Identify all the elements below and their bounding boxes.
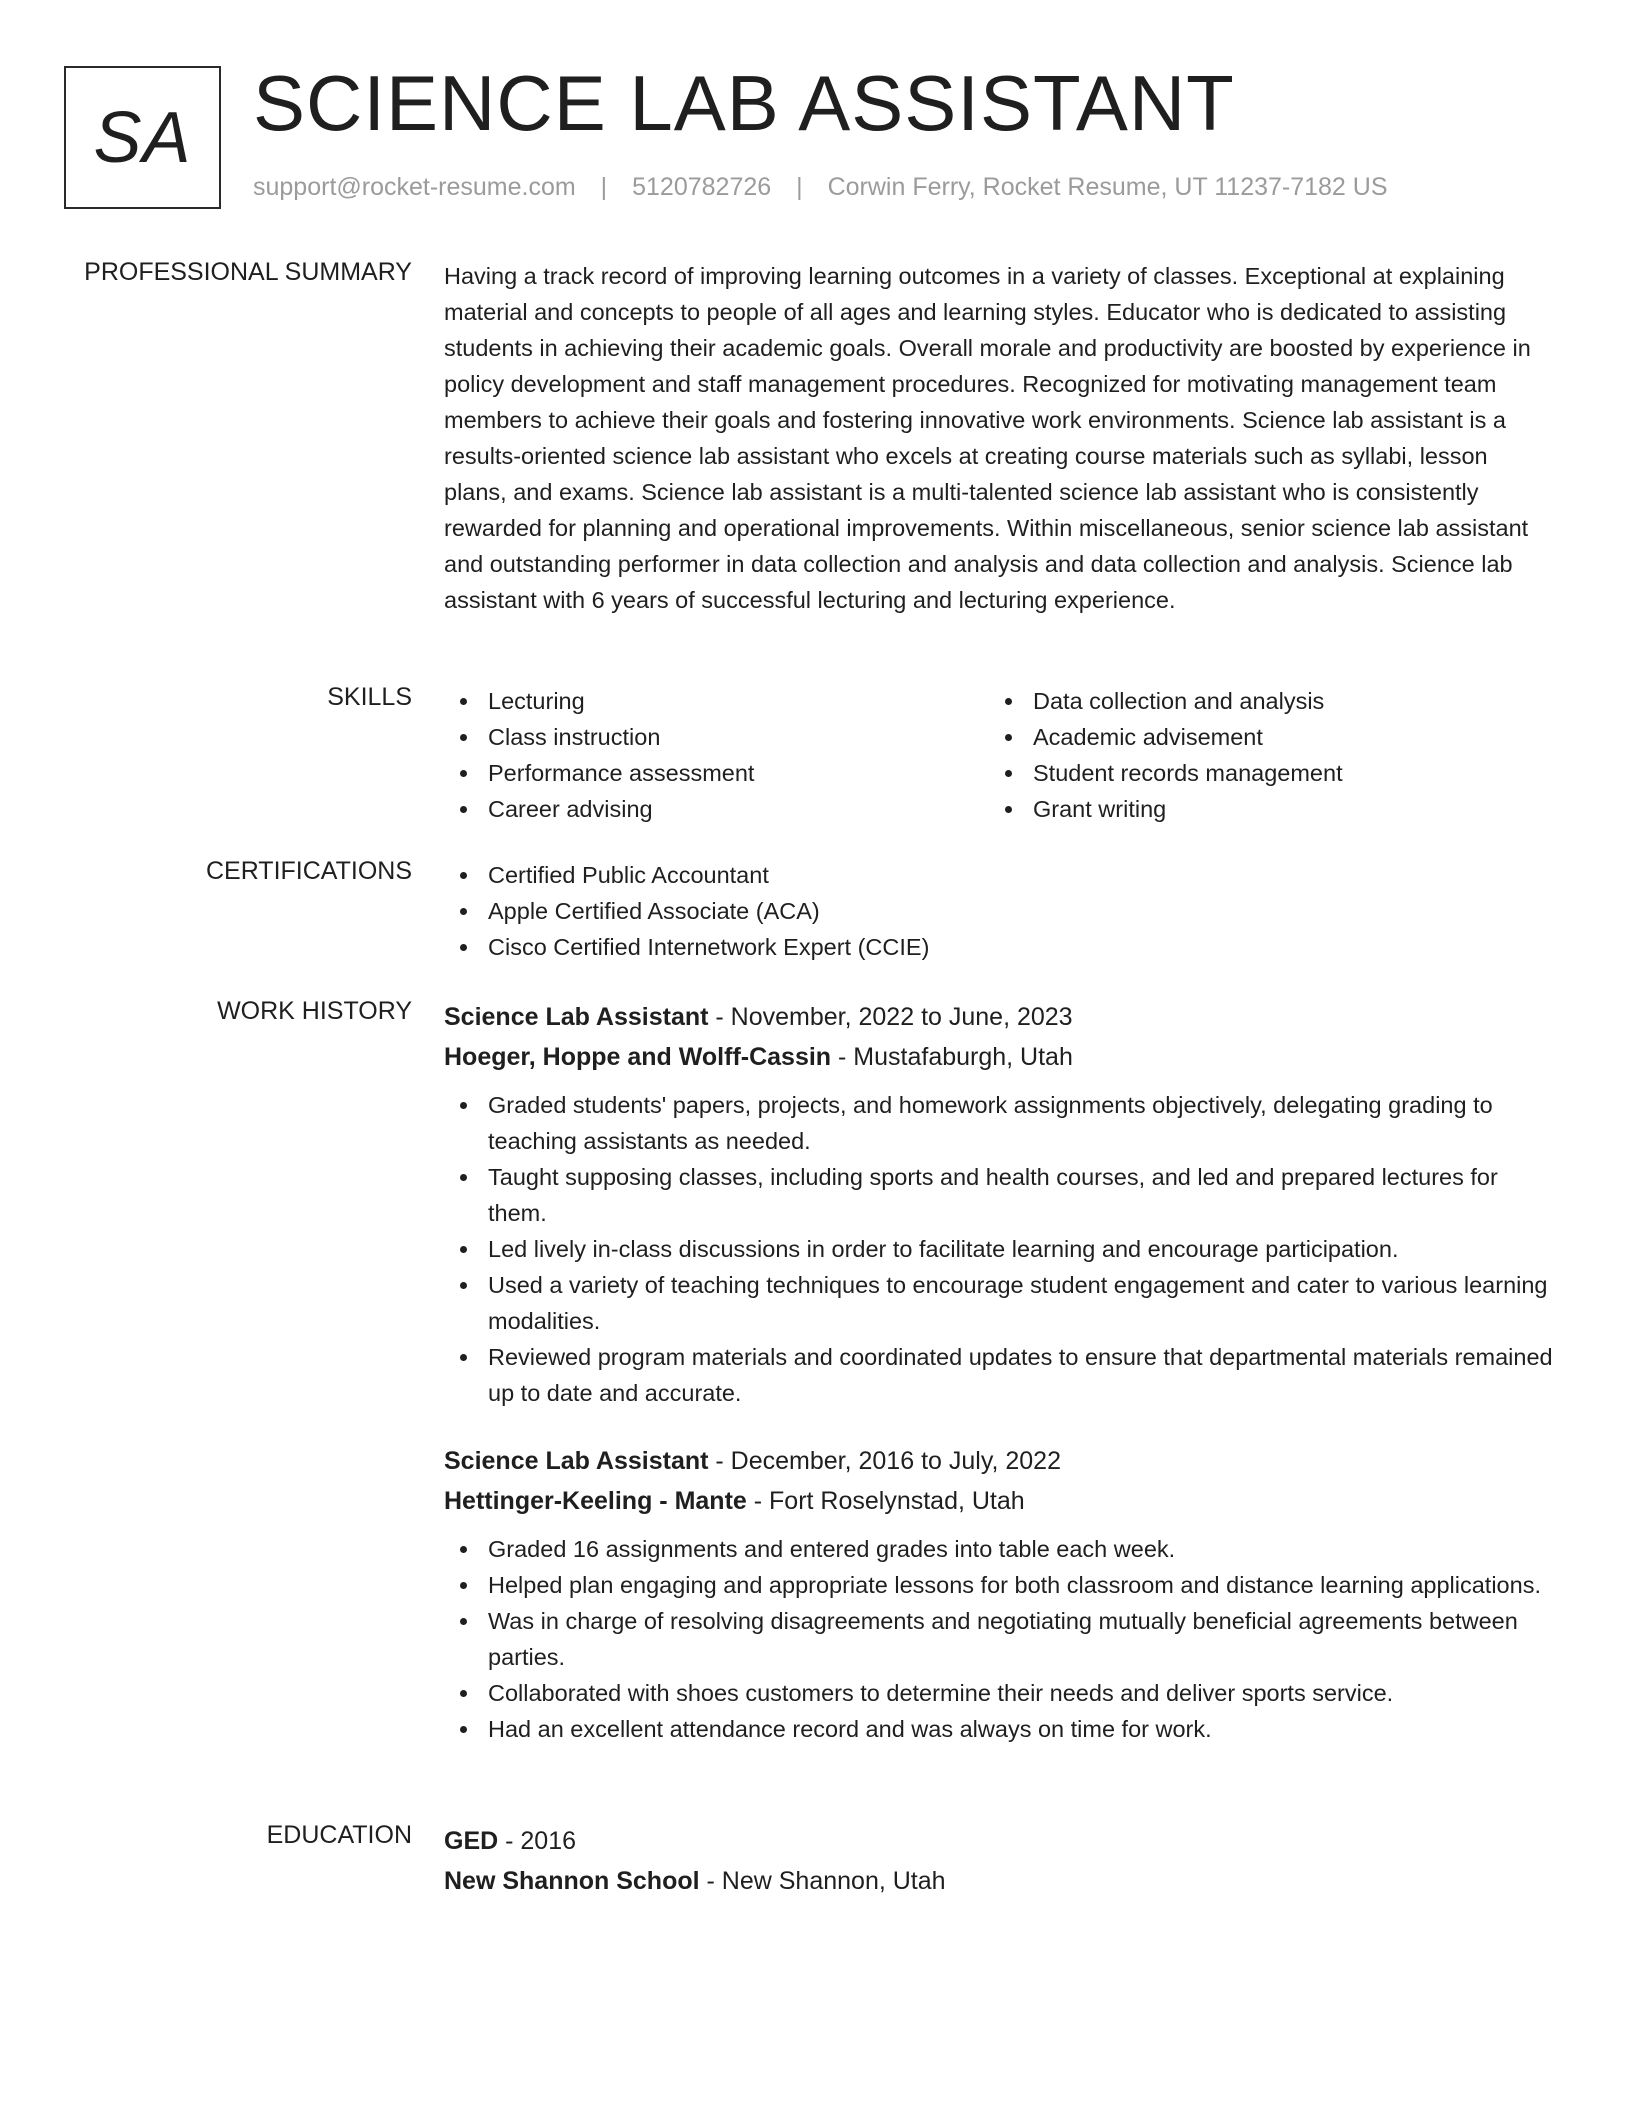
section-label-education: EDUCATION [266, 1821, 412, 1849]
list-item: Cisco Certified Internetwork Expert (CCIE) [444, 929, 1554, 965]
job-entry [444, 997, 1554, 1411]
list-item: Data collection and analysis [989, 683, 1534, 719]
monogram-logo: SA [64, 66, 221, 209]
job-entry [444, 1441, 1554, 1747]
job-duties-list [444, 1531, 1554, 1747]
job-company-line [444, 1481, 1554, 1521]
education-year: - 2016 [498, 1827, 577, 1855]
education-degree-line [444, 1821, 1554, 1861]
job-company: Hoeger, Hoppe and Wolff-Cassin [444, 1043, 832, 1071]
list-item: Performance assessment [444, 755, 989, 791]
list-item: Certified Public Accountant [444, 857, 1554, 893]
resume-title: SCIENCE LAB ASSISTANT [253, 59, 1235, 147]
job-dates: - November, 2022 to June, 2023 [708, 1003, 1073, 1031]
list-item: Academic advisement [989, 719, 1534, 755]
education-school-line [444, 1861, 1554, 1901]
list-item: Class instruction [444, 719, 989, 755]
job-location: - Mustafaburgh, Utah [831, 1043, 1073, 1071]
contact-separator: | [796, 173, 803, 201]
job-dates: - December, 2016 to July, 2022 [708, 1447, 1061, 1475]
contact-address: Corwin Ferry, Rocket Resume, UT 11237-7182 US [827, 173, 1388, 201]
list-item: Helped plan engaging and appropriate lessons for both classroom and distance learning applications. [444, 1567, 1554, 1603]
section-label-skills: SKILLS [327, 683, 412, 711]
contact-separator: | [600, 173, 608, 201]
list-item: Led lively in-class discussions in order to facilitate learning and encourage participation. [444, 1231, 1554, 1267]
section-label-work-history: WORK HISTORY [217, 997, 412, 1025]
education-degree: GED [444, 1827, 499, 1855]
job-company: Hettinger-Keeling - Mante [444, 1487, 747, 1515]
list-item: Student records management [989, 755, 1534, 791]
contact-email[interactable]: support@rocket-resume.com [253, 173, 576, 201]
list-item: Graded students' papers, projects, and homework assignments objectively, delegating grading to teaching assistants as needed. [444, 1087, 1554, 1159]
job-title: Science Lab Assistant [444, 1003, 709, 1031]
work-history-body [444, 997, 1554, 1777]
list-item: Had an excellent attendance record and was always on time for work. [444, 1711, 1554, 1747]
list-item: Collaborated with shoes customers to determine their needs and deliver sports service. [444, 1675, 1554, 1711]
certifications-list [444, 857, 1554, 965]
education-location: - New Shannon, Utah [699, 1867, 946, 1895]
list-item: Taught supposing classes, including sports and health courses, and led and prepared lectures for them. [444, 1159, 1554, 1231]
job-location: - Fort Roselynstad, Utah [746, 1487, 1025, 1515]
list-item: Graded 16 assignments and entered grades into table each week. [444, 1531, 1554, 1567]
job-duties-list [444, 1087, 1554, 1411]
list-item: Used a variety of teaching techniques to encourage student engagement and cater to various learning modalities. [444, 1267, 1554, 1339]
resume-header [64, 59, 1564, 210]
certifications-body [444, 857, 1554, 965]
list-item: Lecturing [444, 683, 989, 719]
education-body [444, 1821, 1554, 1901]
list-item: Career advising [444, 791, 989, 827]
education-school: New Shannon School [444, 1867, 700, 1895]
job-title: Science Lab Assistant [444, 1447, 709, 1475]
skills-list-right [989, 683, 1534, 827]
list-item: Was in charge of resolving disagreements and negotiating mutually beneficial agreements between parties. [444, 1603, 1554, 1675]
contact-phone[interactable]: 5120782726 [632, 173, 772, 201]
skills-list-left [444, 683, 989, 827]
section-label-certifications: CERTIFICATIONS [205, 857, 412, 885]
contact-line [253, 173, 1388, 202]
job-company-line [444, 1037, 1554, 1077]
job-title-line [444, 997, 1554, 1037]
list-item: Apple Certified Associate (ACA) [444, 893, 1554, 929]
skills-body [444, 683, 1554, 827]
list-item: Reviewed program materials and coordinated updates to ensure that departmental materials remained up to date and accurate. [444, 1339, 1554, 1411]
summary-text: Having a track record of improving learning outcomes in a variety of classes. Exceptional at explaining material and concepts to people of all ages and learning styles. Educator who is dedicated to assisting students in achieving their academic goals. Overall morale and productivity are boosted by experience in policy development and staff management procedures. Recognized for motivating management team members to achieve their goals and fostering innovative work environments. Science lab assistant is a results-oriented science lab assistant who excels at creating course materials such as syllabi, lesson plans, and exams. Science lab assistant is a multi-talented science lab assistant who is consistently rewarded for planning and operational improvements. Within miscellaneous, senior science lab assistant and outstanding performer in data collection and analysis and data collection and analysis. Science lab assistant with 6 years of successful lecturing and lecturing experience. [444, 263, 1531, 613]
section-label-summary: PROFESSIONAL SUMMARY [84, 258, 412, 286]
job-title-line [444, 1441, 1554, 1481]
list-item: Grant writing [989, 791, 1534, 827]
